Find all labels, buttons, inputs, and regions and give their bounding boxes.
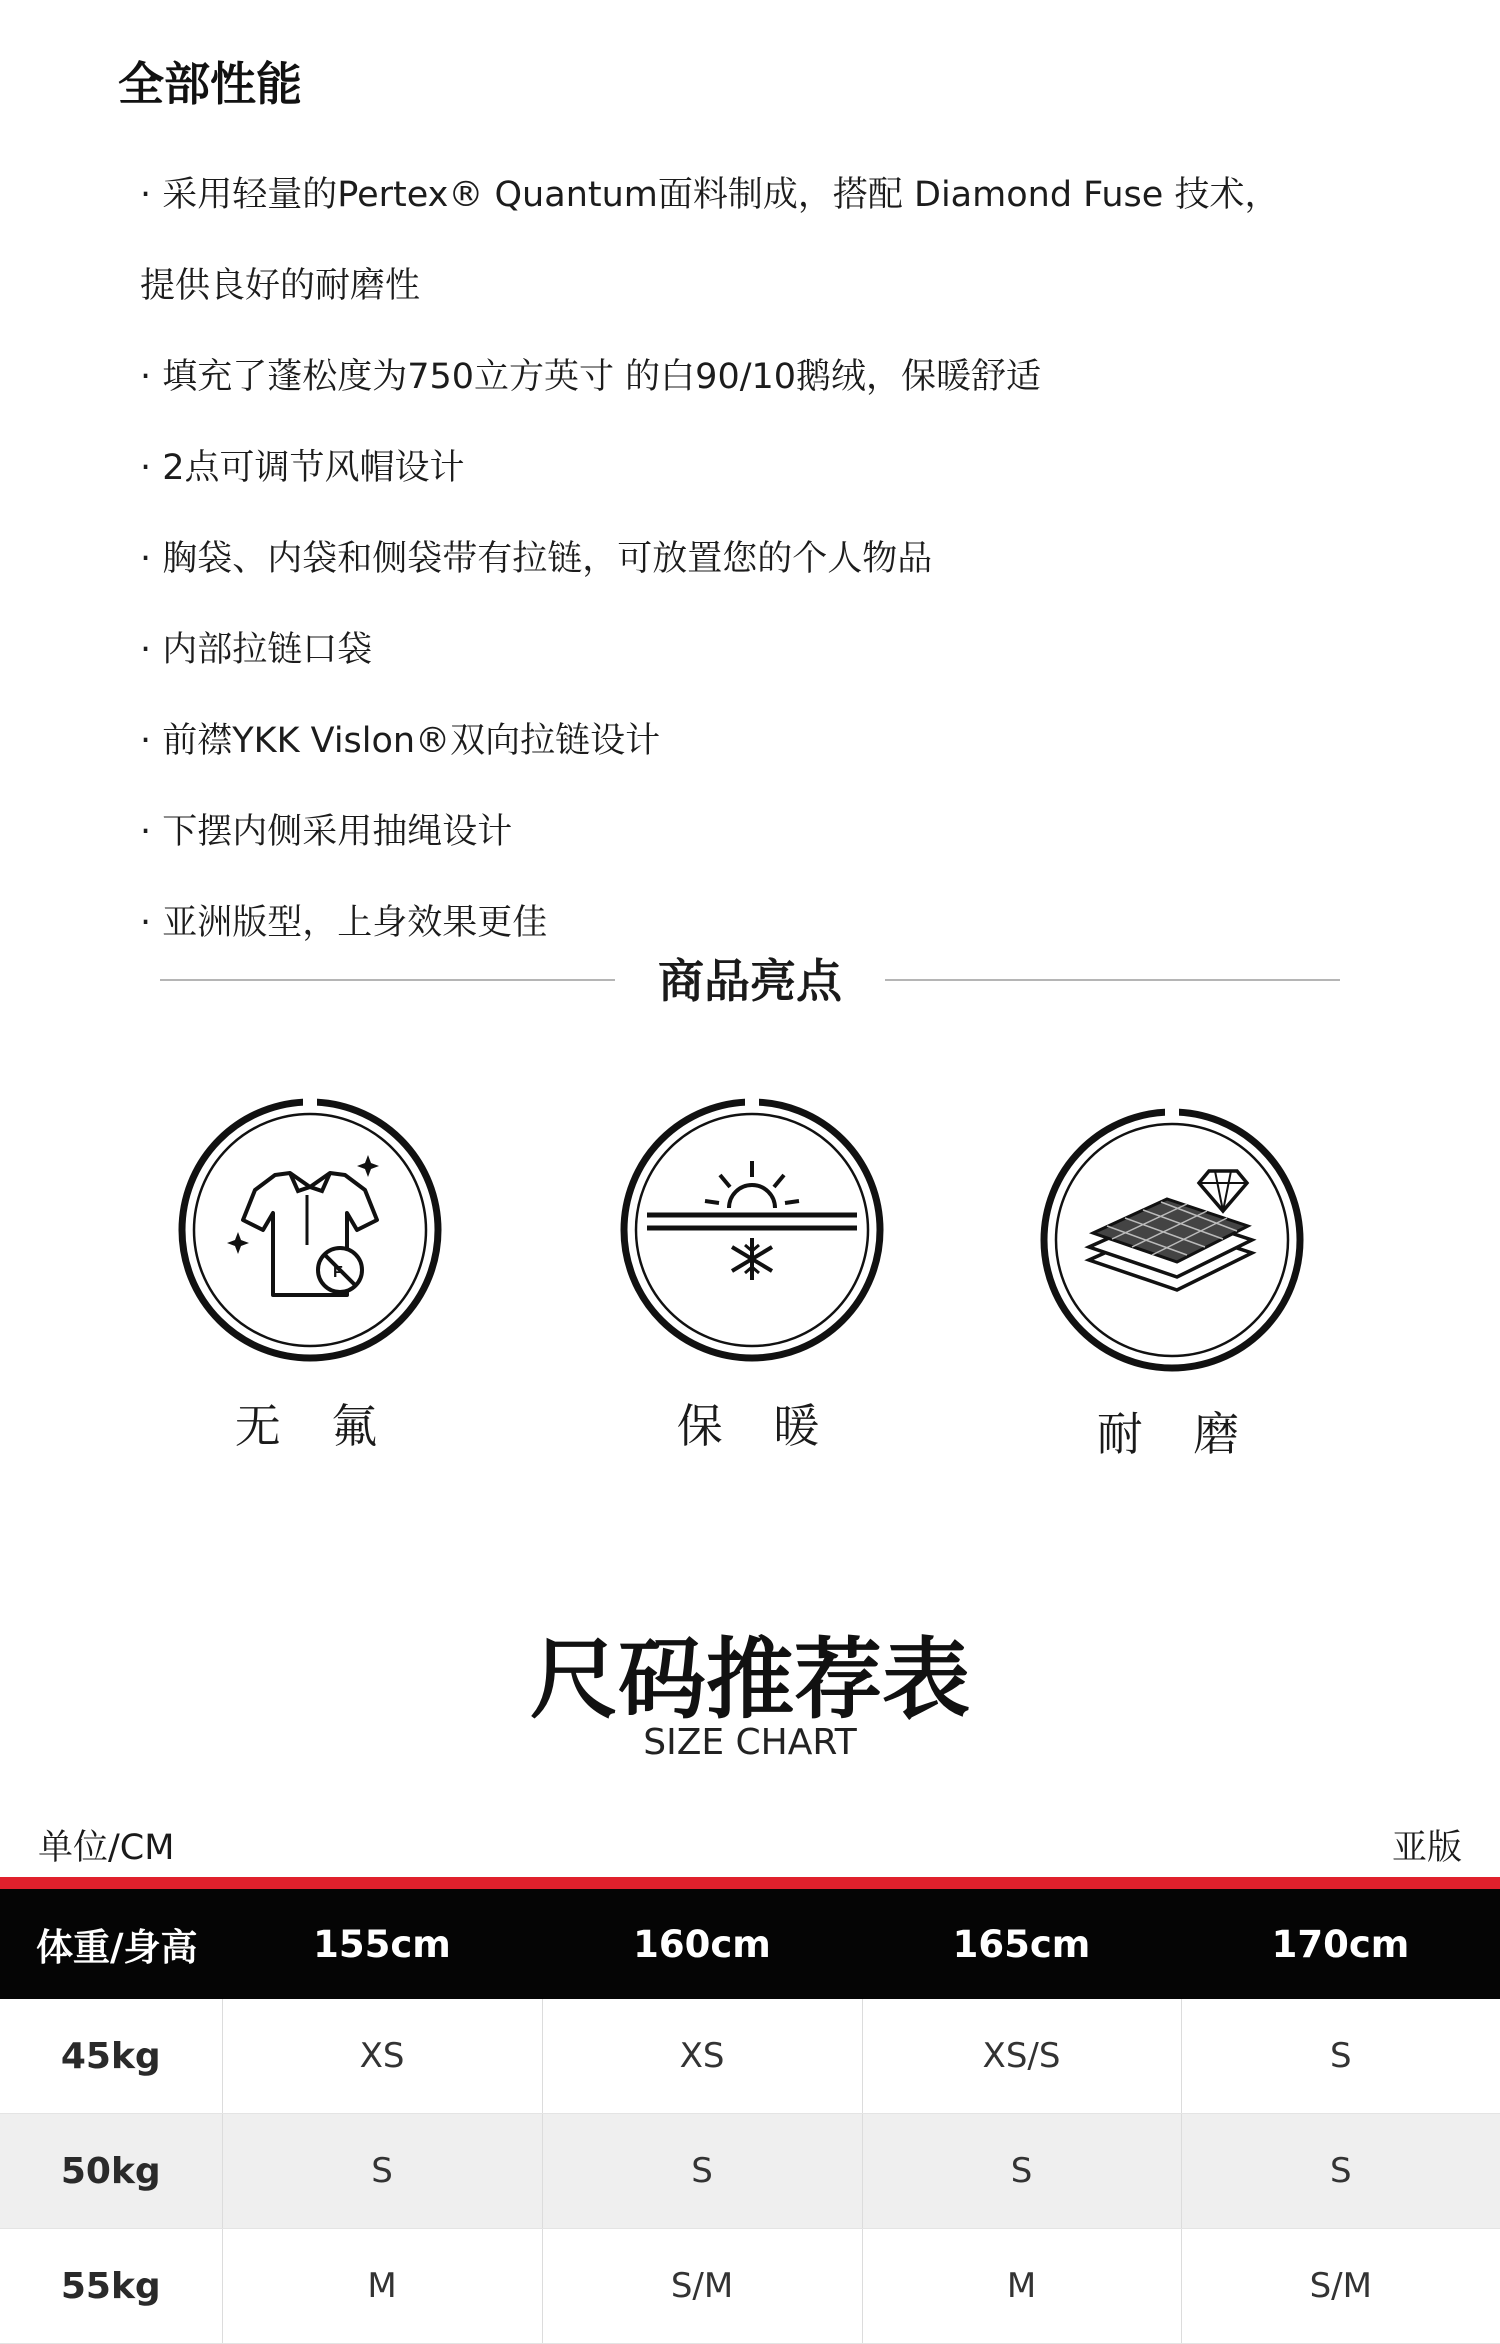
table-header-row — [0, 1889, 1500, 1999]
feature-item: · 下摆内侧采用抽绳设计 — [140, 812, 513, 852]
size-cell: M — [862, 2229, 1181, 2344]
fluorine-free-shirt-icon — [175, 1095, 455, 1375]
column-header: 155cm — [222, 1889, 542, 1999]
version-label: 亚版 — [1391, 1828, 1462, 1868]
size-cell: XS — [222, 1999, 542, 2114]
fluorine-symbol: F — [333, 1264, 343, 1281]
feature-item: · 内部拉链口袋 — [140, 630, 373, 670]
row-weight: 50kg — [0, 2114, 222, 2229]
feature-item: · 亚洲版型，上身效果更佳 — [140, 903, 548, 943]
size-cell: S — [1181, 1999, 1500, 2114]
unit-label: 单位/CM — [38, 1828, 175, 1868]
highlights-header — [160, 945, 1340, 1015]
table-row — [0, 1999, 1500, 2114]
size-cell: S — [1181, 2114, 1500, 2229]
size-table — [0, 1889, 1500, 2344]
table-row — [0, 2229, 1500, 2344]
badge-label-warmth: 保 暖 — [676, 1399, 838, 1453]
column-header: 170cm — [1181, 1889, 1500, 1999]
divider-line — [885, 979, 1340, 981]
feature-item: · 2点可调节风帽设计 — [140, 448, 465, 488]
badge-abrasion-resistant — [1037, 1105, 1317, 1365]
feature-item: · 采用轻量的Pertex® Quantum面料制成，搭配 Diamond Fuse 技术，提供良好的耐磨性 — [140, 175, 1280, 306]
column-header: 165cm — [862, 1889, 1181, 1999]
size-chart-title: 尺码推荐表 — [529, 1628, 970, 1731]
feature-item: · 前襟YKK Vislon®双向拉链设计 — [140, 721, 661, 761]
highlights-title: 商品亮点 — [658, 954, 842, 1008]
badge-warmth — [617, 1095, 897, 1355]
badge-fluorine-free — [175, 1095, 455, 1355]
size-cell: XS — [542, 1999, 862, 2114]
diamond-fabric-layers-icon — [1037, 1105, 1317, 1385]
accent-bar — [0, 1877, 1500, 1889]
size-cell: S — [222, 2114, 542, 2229]
sun-snowflake-warmth-icon — [617, 1095, 897, 1375]
column-header: 160cm — [542, 1889, 862, 1999]
table-row — [0, 2114, 1500, 2229]
row-weight: 45kg — [0, 1999, 222, 2114]
row-weight: 55kg — [0, 2229, 222, 2344]
feature-item: · 胸袋、内袋和侧袋带有拉链，可放置您的个人物品 — [140, 539, 933, 579]
features-list — [140, 150, 1360, 969]
size-cell: XS/S — [862, 1999, 1181, 2114]
badge-label-abrasion-resistant: 耐 磨 — [1096, 1407, 1258, 1461]
size-cell: M — [222, 2229, 542, 2344]
size-chart-subtitle: SIZE CHART — [643, 1722, 857, 1763]
feature-item: · 填充了蓬松度为750立方英寸 的白90/10鹅绒，保暖舒适 — [140, 357, 1042, 397]
badge-label-fluorine-free: 无 氟 — [234, 1399, 396, 1453]
size-cell: S/M — [1181, 2229, 1500, 2344]
size-cell: S — [862, 2114, 1181, 2229]
size-cell: S/M — [542, 2229, 862, 2344]
features-title: 全部性能 — [118, 57, 302, 111]
size-cell: S — [542, 2114, 862, 2229]
column-header: 体重/身高 — [0, 1889, 222, 1999]
